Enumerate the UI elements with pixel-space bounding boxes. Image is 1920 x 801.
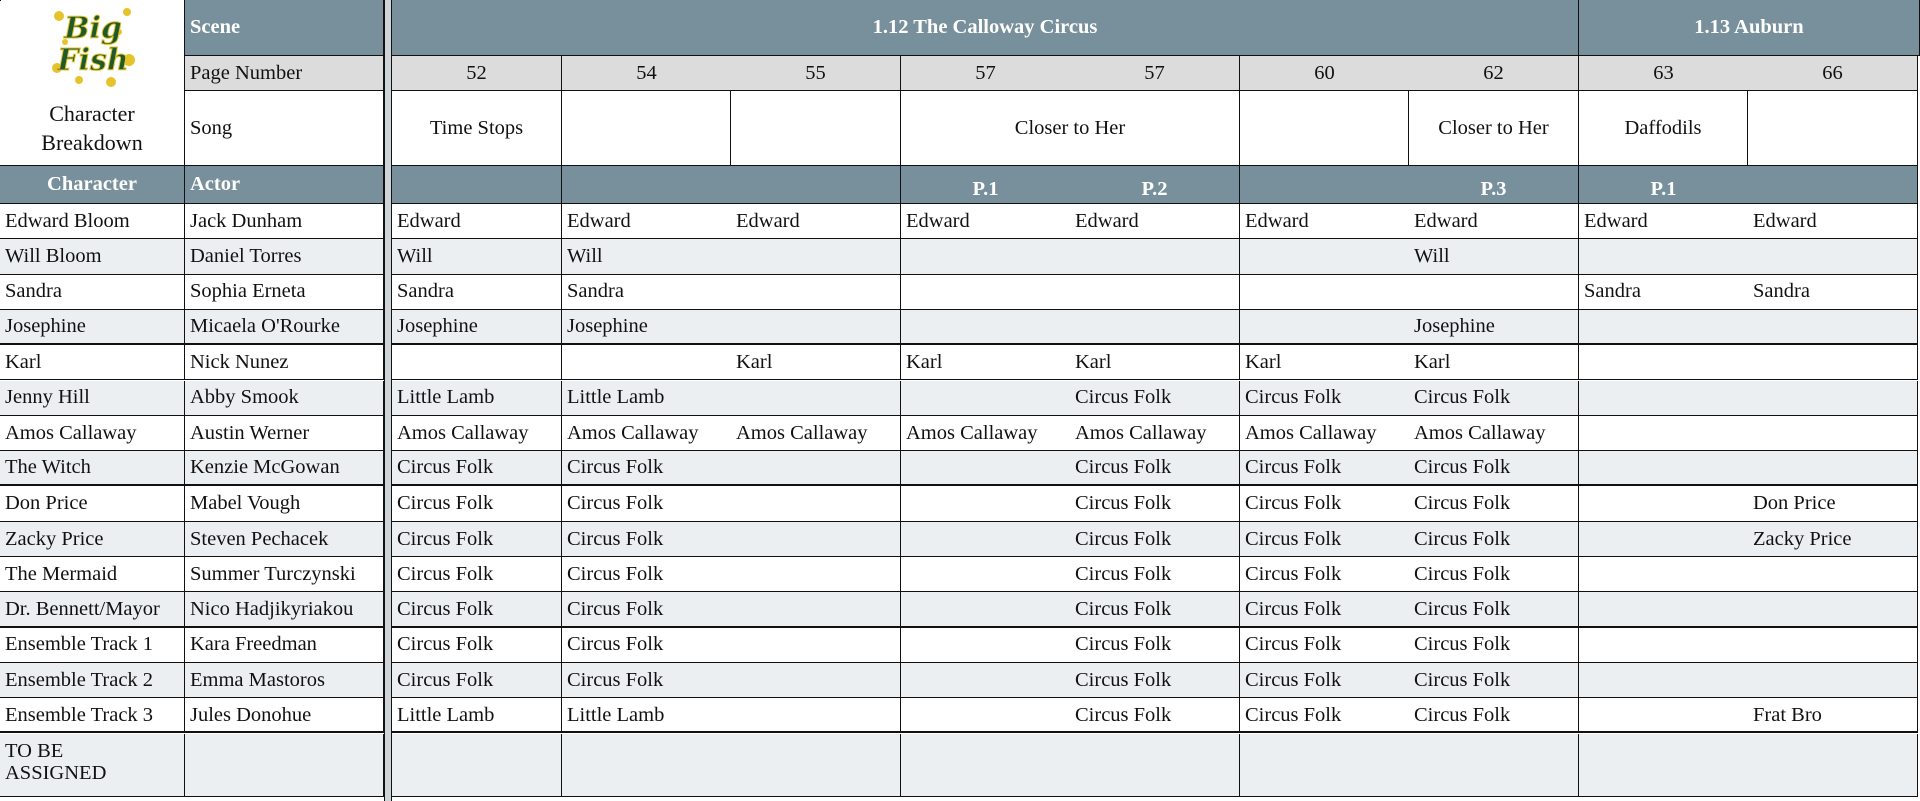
page-number-cell[interactable]: 54: [562, 56, 732, 91]
logo-line2: Fish: [57, 43, 129, 78]
role-cell[interactable]: Circus Folk: [1409, 698, 1579, 733]
part-cell[interactable]: [1240, 166, 1410, 204]
part-cell[interactable]: [392, 166, 562, 204]
role-cell[interactable]: Circus Folk: [1240, 698, 1410, 733]
role-cell[interactable]: [1579, 345, 1749, 380]
role-cell[interactable]: Little Lamb: [562, 698, 732, 733]
role-cell[interactable]: [392, 345, 562, 380]
role-cell[interactable]: Circus Folk: [562, 486, 732, 521]
role-cell[interactable]: Edward: [1579, 204, 1749, 239]
role-cell[interactable]: Will: [392, 239, 562, 274]
role-cell[interactable]: [901, 310, 1071, 345]
role-cell[interactable]: [1240, 310, 1410, 345]
song-cell[interactable]: [1240, 91, 1409, 166]
part-cell[interactable]: P.3: [1409, 166, 1579, 204]
character-name-cell[interactable]: Ensemble Track 1: [0, 628, 185, 663]
role-cell[interactable]: Little Lamb: [392, 698, 562, 733]
character-name-cell[interactable]: TO BE ASSIGNED: [0, 734, 150, 797]
actor-name-cell[interactable]: Abby Smook: [185, 381, 384, 416]
role-cell[interactable]: [1748, 663, 1918, 698]
role-cell[interactable]: [1240, 275, 1410, 310]
part-cell[interactable]: P.1: [1579, 166, 1749, 204]
role-cell[interactable]: Karl: [1409, 345, 1579, 380]
role-cell[interactable]: Circus Folk: [392, 663, 562, 698]
role-cell[interactable]: [901, 698, 1071, 733]
actor-name-cell[interactable]: Jack Dunham: [185, 204, 384, 239]
role-cell[interactable]: Circus Folk: [1240, 663, 1410, 698]
part-cell[interactable]: [731, 166, 901, 204]
character-name-cell[interactable]: Edward Bloom: [0, 204, 185, 239]
role-cell[interactable]: Circus Folk: [1240, 628, 1410, 663]
actor-name-cell[interactable]: Kenzie McGowan: [185, 451, 384, 486]
role-cell[interactable]: [731, 522, 901, 557]
role-cell[interactable]: [1579, 310, 1749, 345]
role-cell[interactable]: Karl: [1070, 345, 1240, 380]
role-cell[interactable]: [901, 663, 1071, 698]
role-cell[interactable]: [901, 486, 1071, 521]
role-cell[interactable]: Edward: [731, 204, 901, 239]
role-cell[interactable]: [1070, 310, 1240, 345]
character-name-cell[interactable]: Will Bloom: [0, 239, 185, 274]
character-name-cell[interactable]: Sandra: [0, 275, 185, 310]
character-name-cell[interactable]: Ensemble Track 2: [0, 663, 185, 698]
role-cell[interactable]: Circus Folk: [1409, 522, 1579, 557]
role-cell[interactable]: [901, 628, 1071, 663]
character-name-cell[interactable]: Dr. Bennett/Mayor: [0, 592, 185, 627]
character-name-cell[interactable]: Zacky Price: [0, 522, 185, 557]
part-cell[interactable]: [1748, 166, 1918, 204]
role-cell[interactable]: Don Price: [1748, 486, 1918, 521]
role-cell[interactable]: Edward: [1070, 204, 1240, 239]
actor-name-cell[interactable]: Kara Freedman: [185, 628, 384, 663]
part-cell[interactable]: P.1: [901, 166, 1071, 204]
role-cell[interactable]: [731, 310, 901, 345]
role-cell[interactable]: [562, 734, 732, 797]
role-cell[interactable]: Amos Callaway: [901, 416, 1071, 451]
role-cell[interactable]: [1748, 239, 1918, 274]
role-cell[interactable]: Josephine: [1409, 310, 1579, 345]
role-cell[interactable]: Circus Folk: [1070, 592, 1240, 627]
scene-header-1-12[interactable]: 1.12 The Calloway Circus: [392, 0, 1579, 56]
role-cell[interactable]: [1579, 381, 1749, 416]
role-cell[interactable]: [731, 381, 901, 416]
role-cell[interactable]: [1579, 663, 1749, 698]
role-cell[interactable]: [1240, 734, 1410, 797]
role-cell[interactable]: [1748, 628, 1918, 663]
role-cell[interactable]: Zacky Price: [1748, 522, 1918, 557]
role-cell[interactable]: [731, 663, 901, 698]
actor-name-cell[interactable]: Mabel Vough: [185, 486, 384, 521]
role-cell[interactable]: Sandra: [1748, 275, 1918, 310]
actor-name-cell[interactable]: Daniel Torres: [185, 239, 384, 274]
role-cell[interactable]: Circus Folk: [1409, 663, 1579, 698]
page-number-label[interactable]: Page Number: [185, 56, 384, 91]
role-cell[interactable]: [1409, 734, 1579, 797]
role-cell[interactable]: [731, 557, 901, 592]
song-cell[interactable]: Time Stops: [392, 91, 562, 166]
page-number-cell[interactable]: 55: [731, 56, 901, 91]
role-cell[interactable]: [1070, 239, 1240, 274]
role-cell[interactable]: Circus Folk: [1240, 592, 1410, 627]
role-cell[interactable]: Frat Bro: [1748, 698, 1918, 733]
role-cell[interactable]: [901, 557, 1071, 592]
actor-name-cell[interactable]: Emma Mastoros: [185, 663, 384, 698]
role-cell[interactable]: Edward: [562, 204, 732, 239]
part-cell[interactable]: P.2: [1070, 166, 1240, 204]
role-cell[interactable]: Edward: [392, 204, 562, 239]
page-number-cell[interactable]: 62: [1409, 56, 1579, 91]
role-cell[interactable]: [1579, 486, 1749, 521]
role-cell[interactable]: Circus Folk: [1409, 381, 1579, 416]
role-cell[interactable]: [1579, 416, 1749, 451]
role-cell[interactable]: Circus Folk: [1070, 451, 1240, 486]
role-cell[interactable]: [1579, 734, 1749, 797]
page-number-cell[interactable]: 66: [1748, 56, 1918, 91]
role-cell[interactable]: Sandra: [562, 275, 732, 310]
song-label[interactable]: Song: [185, 91, 384, 166]
role-cell[interactable]: Amos Callaway: [731, 416, 901, 451]
role-cell[interactable]: Circus Folk: [562, 557, 732, 592]
role-cell[interactable]: [1579, 451, 1749, 486]
song-cell[interactable]: Daffodils: [1579, 91, 1748, 166]
role-cell[interactable]: [1748, 381, 1918, 416]
character-name-cell[interactable]: Karl: [0, 345, 185, 380]
role-cell[interactable]: Circus Folk: [1070, 698, 1240, 733]
role-cell[interactable]: [731, 275, 901, 310]
role-cell[interactable]: Amos Callaway: [562, 416, 732, 451]
role-cell[interactable]: [731, 239, 901, 274]
role-cell[interactable]: Sandra: [392, 275, 562, 310]
role-cell[interactable]: Circus Folk: [1240, 557, 1410, 592]
role-cell[interactable]: Karl: [1240, 345, 1410, 380]
role-cell[interactable]: [1579, 557, 1749, 592]
character-name-cell[interactable]: The Mermaid: [0, 557, 185, 592]
actor-name-cell[interactable]: Sophia Erneta: [185, 275, 384, 310]
page-number-cell[interactable]: 63: [1579, 56, 1749, 91]
character-name-cell[interactable]: Josephine: [0, 310, 185, 345]
role-cell[interactable]: [1070, 275, 1240, 310]
role-cell[interactable]: [901, 522, 1071, 557]
role-cell[interactable]: Circus Folk: [562, 628, 732, 663]
song-cell[interactable]: [1748, 91, 1918, 166]
role-cell[interactable]: Circus Folk: [1070, 628, 1240, 663]
actor-name-cell[interactable]: Steven Pechacek: [185, 522, 384, 557]
role-cell[interactable]: Will: [1409, 239, 1579, 274]
role-cell[interactable]: [1748, 310, 1918, 345]
role-cell[interactable]: Circus Folk: [392, 522, 562, 557]
role-cell[interactable]: [901, 239, 1071, 274]
character-name-cell[interactable]: Ensemble Track 3: [0, 698, 185, 733]
role-cell[interactable]: Circus Folk: [1409, 628, 1579, 663]
role-cell[interactable]: Amos Callaway: [1070, 416, 1240, 451]
role-cell[interactable]: [1748, 345, 1918, 380]
actor-name-cell[interactable]: [185, 734, 384, 797]
page-number-cell[interactable]: 52: [392, 56, 562, 91]
role-cell[interactable]: Amos Callaway: [1240, 416, 1410, 451]
role-cell[interactable]: Circus Folk: [392, 628, 562, 663]
character-name-cell[interactable]: Don Price: [0, 486, 185, 521]
spacer: [0, 0, 1, 1]
character-name-cell[interactable]: Jenny Hill: [0, 381, 185, 416]
frozen-column-divider: [384, 0, 392, 801]
role-cell[interactable]: Sandra: [1579, 275, 1749, 310]
song-cell[interactable]: [731, 91, 901, 166]
role-cell[interactable]: Little Lamb: [562, 381, 732, 416]
role-cell[interactable]: [1748, 451, 1918, 486]
role-cell[interactable]: Circus Folk: [1240, 522, 1410, 557]
role-cell[interactable]: Circus Folk: [1409, 592, 1579, 627]
role-cell[interactable]: Will: [562, 239, 732, 274]
role-cell[interactable]: Circus Folk: [1070, 522, 1240, 557]
role-cell[interactable]: [1070, 734, 1240, 797]
role-cell[interactable]: Edward: [1748, 204, 1918, 239]
page-number-cell[interactable]: 57: [901, 56, 1071, 91]
page-number-cell[interactable]: 57: [1070, 56, 1240, 91]
role-cell[interactable]: [901, 381, 1071, 416]
character-breakdown-label: Character Breakdown: [41, 101, 143, 155]
role-cell[interactable]: Circus Folk: [1240, 486, 1410, 521]
role-cell[interactable]: [731, 592, 901, 627]
song-cell[interactable]: Closer to Her: [901, 91, 1240, 166]
actor-name-cell[interactable]: Nico Hadjikyriakou: [185, 592, 384, 627]
actor-name-cell[interactable]: Summer Turczynski: [185, 557, 384, 592]
role-cell[interactable]: [1579, 592, 1749, 627]
character-name-cell[interactable]: Amos Callaway: [0, 416, 185, 451]
role-cell[interactable]: [1748, 592, 1918, 627]
role-cell[interactable]: Karl: [731, 345, 901, 380]
role-cell[interactable]: Josephine: [562, 310, 732, 345]
role-cell[interactable]: Circus Folk: [1409, 451, 1579, 486]
character-column-header[interactable]: Character: [0, 166, 185, 204]
role-cell[interactable]: Circus Folk: [1240, 451, 1410, 486]
big-fish-logo-icon: [49, 2, 137, 88]
role-cell[interactable]: [731, 734, 901, 797]
character-cell-fill: [150, 734, 185, 797]
role-cell[interactable]: [1748, 734, 1918, 797]
role-cell[interactable]: Circus Folk: [1070, 381, 1240, 416]
logo-cell[interactable]: [0, 0, 185, 166]
role-cell[interactable]: [1409, 275, 1579, 310]
role-cell[interactable]: Circus Folk: [1409, 557, 1579, 592]
character-name-cell[interactable]: The Witch: [0, 451, 185, 486]
role-cell[interactable]: [392, 734, 562, 797]
page-number-cell[interactable]: 60: [1240, 56, 1410, 91]
role-cell[interactable]: Josephine: [392, 310, 562, 345]
role-cell[interactable]: Circus Folk: [392, 486, 562, 521]
role-cell[interactable]: Edward: [901, 204, 1071, 239]
actor-name-cell[interactable]: Austin Werner: [185, 416, 384, 451]
role-cell[interactable]: [1748, 557, 1918, 592]
role-cell[interactable]: Circus Folk: [562, 592, 732, 627]
role-cell[interactable]: Circus Folk: [1070, 557, 1240, 592]
role-cell[interactable]: [1240, 239, 1410, 274]
role-cell[interactable]: Karl: [901, 345, 1071, 380]
song-cell[interactable]: Closer to Her: [1409, 91, 1579, 166]
scene-header-1-13[interactable]: 1.13 Auburn: [1579, 0, 1920, 56]
role-cell[interactable]: Circus Folk: [1240, 381, 1410, 416]
role-cell[interactable]: [731, 451, 901, 486]
logo-line1: Big: [64, 11, 122, 46]
role-cell[interactable]: Circus Folk: [562, 522, 732, 557]
role-cell[interactable]: [562, 345, 732, 380]
role-cell[interactable]: Circus Folk: [1409, 486, 1579, 521]
role-cell[interactable]: [901, 734, 1071, 797]
actor-name-cell[interactable]: Micaela O'Rourke: [185, 310, 384, 345]
role-cell[interactable]: [731, 486, 901, 521]
role-cell[interactable]: Circus Folk: [392, 451, 562, 486]
role-cell[interactable]: Amos Callaway: [1409, 416, 1579, 451]
role-cell[interactable]: [901, 451, 1071, 486]
song-cell[interactable]: [562, 91, 731, 166]
role-cell[interactable]: [1579, 522, 1749, 557]
role-cell[interactable]: Circus Folk: [1070, 663, 1240, 698]
role-cell[interactable]: Edward: [1409, 204, 1579, 239]
role-cell[interactable]: [901, 592, 1071, 627]
actor-column-header[interactable]: Actor: [185, 166, 384, 204]
actor-name-cell[interactable]: Jules Donohue: [185, 698, 384, 733]
role-cell[interactable]: [1748, 416, 1918, 451]
role-cell[interactable]: Circus Folk: [1070, 486, 1240, 521]
part-cell[interactable]: [562, 166, 732, 204]
role-cell[interactable]: Amos Callaway: [392, 416, 562, 451]
role-cell[interactable]: [731, 698, 901, 733]
role-cell[interactable]: Circus Folk: [562, 663, 732, 698]
role-cell[interactable]: Circus Folk: [392, 592, 562, 627]
role-cell[interactable]: [901, 275, 1071, 310]
role-cell[interactable]: [1579, 698, 1749, 733]
scene-label[interactable]: Scene: [185, 0, 384, 56]
role-cell[interactable]: Little Lamb: [392, 381, 562, 416]
role-cell[interactable]: [1579, 628, 1749, 663]
role-cell[interactable]: Edward: [1240, 204, 1410, 239]
role-cell[interactable]: Circus Folk: [562, 451, 732, 486]
actor-name-cell[interactable]: Nick Nunez: [185, 345, 384, 380]
role-cell[interactable]: [731, 628, 901, 663]
role-cell[interactable]: [1579, 239, 1749, 274]
role-cell[interactable]: Circus Folk: [392, 557, 562, 592]
